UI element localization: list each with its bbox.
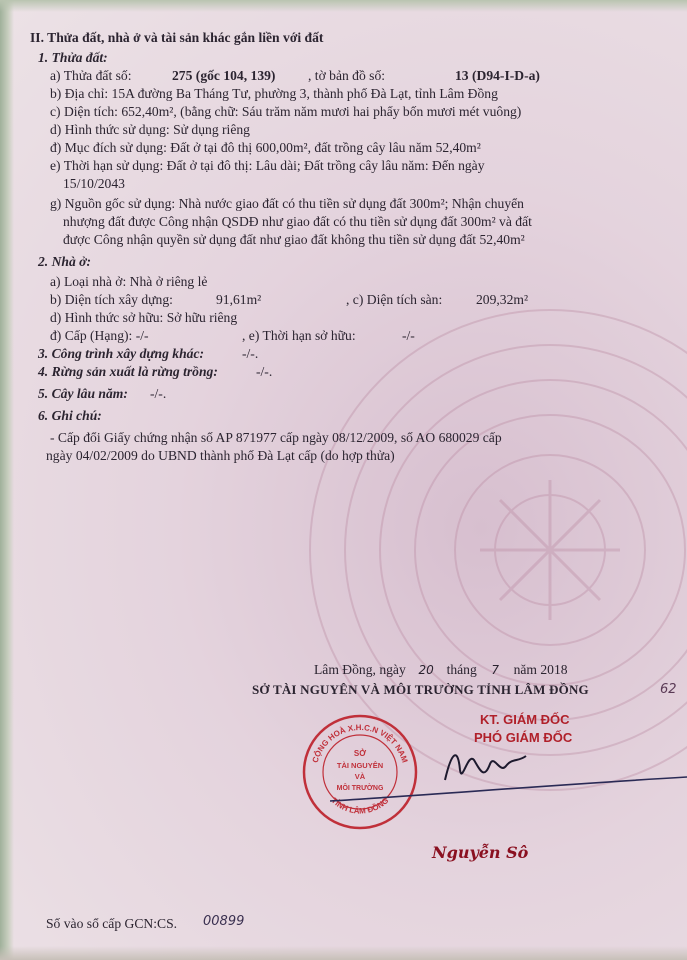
- date-prefix: Lâm Đồng, ngày: [314, 662, 406, 677]
- date-month: 7: [491, 663, 499, 677]
- land-parcel-label: a) Thửa đất số:: [50, 68, 132, 83]
- house-ownership-form: d) Hình thức sở hữu: Sở hữu riêng: [50, 310, 238, 325]
- perennial-trees-label: 5. Cây lâu năm:: [38, 386, 128, 401]
- house-build-area-value: 91,61m²: [216, 292, 262, 307]
- house-grade: đ) Cấp (Hạng): -/-: [50, 328, 149, 343]
- house-ownership-term-label: , e) Thời hạn sở hữu:: [242, 328, 356, 343]
- land-origin-3: được Công nhận quyền sử dụng đất như giao đất không thu tiền sử dụng đất 52,40m²: [63, 232, 525, 247]
- registry-number: 00899: [203, 914, 245, 929]
- house-floor-area-value: 209,32m²: [476, 292, 529, 307]
- land-map-number: 13 (D94-I-D-a): [455, 68, 540, 83]
- stamp-outer-text: CỘNG HOÀ X.H.C.N VIỆT NAM: [310, 722, 410, 764]
- notes-line-1: - Cấp đổi Giấy chứng nhận số AP 871977 cấp ngày 08/12/2009, số AO 680029 cấp: [50, 430, 502, 445]
- other-works-label: 3. Công trình xây dựng khác:: [38, 346, 205, 361]
- page-edge-bottom: [0, 946, 687, 960]
- land-map-label: , tờ bản đồ số:: [308, 68, 386, 83]
- section-title: II. Thửa đất, nhà ở và tài sản khác gắn liền với đất: [30, 30, 324, 45]
- stamp-inner-4: MÔI TRƯỜNG: [336, 785, 384, 792]
- stamp-inner-3: VÀ: [354, 772, 366, 781]
- house-heading: 2. Nhà ở:: [38, 254, 91, 269]
- page-edge-top: [0, 0, 687, 12]
- land-area: c) Diện tích: 652,40m², (bằng chữ: Sáu trăm năm mươi hai phẩy bốn mươi mét vuông): [50, 104, 522, 119]
- registry-label: Số vào sổ cấp GCN:CS.: [46, 916, 178, 931]
- date-year: năm 2018: [513, 662, 568, 677]
- notes-line-2: ngày 04/02/2009 do UBND thành phố Đà Lạt cấp (do hợp thửa): [46, 448, 395, 463]
- page-edge-left: [0, 0, 14, 960]
- perennial-trees-value: -/-.: [150, 386, 167, 401]
- planted-forest-label: 4. Rừng sản xuất là rừng trồng:: [38, 364, 218, 379]
- house-type: a) Loại nhà ở: Nhà ở riêng lẻ: [50, 274, 208, 289]
- land-address: b) Địa chỉ: 15A đường Ba Tháng Tư, phường 3, thành phố Đà Lạt, tỉnh Lâm Đồng: [50, 86, 498, 101]
- land-heading: 1. Thửa đất:: [38, 50, 108, 65]
- signature-sweep-line: [330, 775, 687, 805]
- notes-heading: 6. Ghi chú:: [38, 408, 102, 423]
- date-day: 20: [418, 663, 434, 677]
- house-build-area-label: b) Diện tích xây dựng:: [50, 292, 173, 307]
- signer-name: Nguyễn Sô: [432, 843, 529, 862]
- land-origin-2: nhượng đất được Công nhận QSDĐ như giao đất có thu tiền sử dụng đất 300m² và đất: [63, 214, 532, 229]
- stamp-inner-1: SỞ: [353, 749, 367, 758]
- land-use-form: d) Hình thức sử dụng: Sử dụng riêng: [50, 122, 250, 137]
- signer-title-1: KT. GIÁM ĐỐC: [480, 712, 570, 727]
- house-floor-area-label: , c) Diện tích sàn:: [346, 292, 443, 307]
- land-use-purpose: đ) Mục đích sử dụng: Đất ở tại đô thị 600,00m², đất trồng cây lâu năm 52,40m²: [50, 140, 481, 155]
- other-works-value: -/-.: [242, 346, 259, 361]
- issuing-agency: SỞ TÀI NGUYÊN VÀ MÔI TRƯỜNG TỈNH LÂM ĐỒNG: [252, 682, 589, 697]
- stamp-inner-2: TÀI NGUYÊN: [336, 761, 384, 770]
- land-use-term: e) Thời hạn sử dụng: Đất ở tại đô thị: Lâu dài; Đất trồng cây lâu năm: Đến ngày: [50, 158, 485, 173]
- land-use-term-date: 15/10/2043: [63, 176, 125, 191]
- planted-forest-value: -/-.: [256, 364, 273, 379]
- signer-title-2: PHÓ GIÁM ĐỐC: [474, 730, 573, 745]
- land-origin-1: g) Nguồn gốc sử dụng: Nhà nước giao đất có thu tiền sử dụng đất 300m²; Nhận chuyển: [50, 196, 524, 211]
- house-ownership-term-value: -/-: [402, 328, 415, 343]
- official-red-stamp: [300, 712, 420, 832]
- stamp-bottom-text: TỈNH LÂM ĐỒNG: [329, 795, 391, 816]
- date-month-label: tháng: [446, 662, 477, 677]
- signing-place-date: [314, 662, 568, 678]
- agency-handwritten-mark: 62: [660, 682, 677, 697]
- land-parcel-number: 275 (gốc 104, 139): [172, 68, 276, 83]
